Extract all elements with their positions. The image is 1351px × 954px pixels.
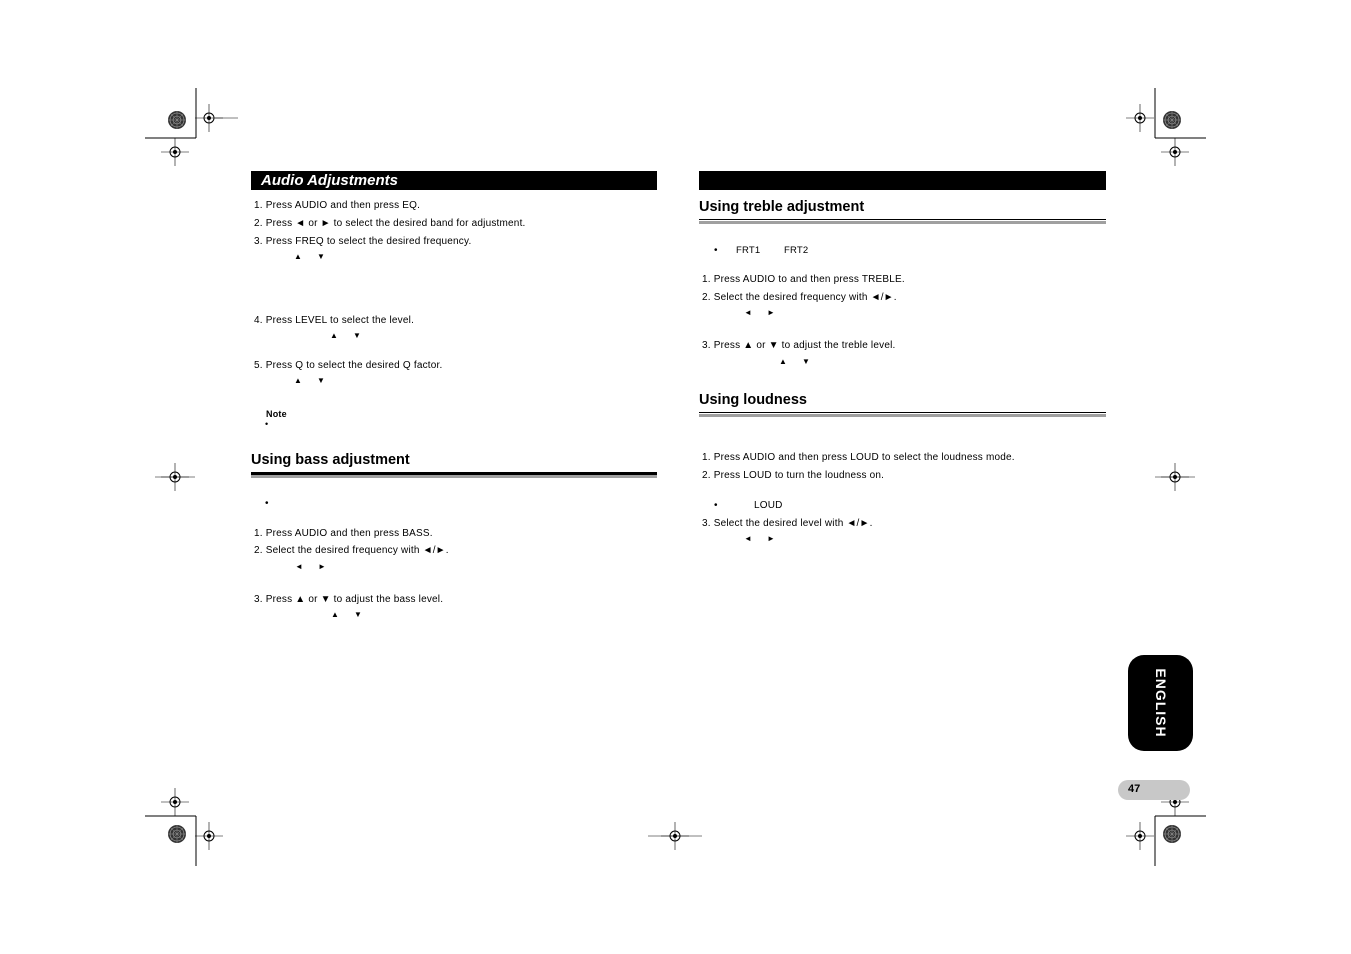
treble-bullet: • <box>714 245 718 256</box>
loudness-title-rule-grey <box>699 414 1106 417</box>
treble-title-rule <box>699 219 1106 220</box>
left-arrow-icon: ◄ <box>744 534 752 543</box>
up-arrow-icon: ▲ <box>330 331 338 340</box>
loudness-bullet: • <box>714 500 718 511</box>
treble-title-rule-grey <box>699 221 1106 224</box>
eq-step-1: 1. Press AUDIO and then press EQ. <box>254 200 421 211</box>
page-number-badge <box>1118 780 1190 800</box>
right-arrow-icon: ► <box>767 308 775 317</box>
bass-bullet: • <box>265 498 269 509</box>
down-arrow-icon: ▼ <box>317 252 325 261</box>
note-label: Note <box>266 409 287 419</box>
language-tab-label: ENGLISH <box>1152 668 1169 738</box>
treble-title: Using treble adjustment <box>699 199 865 215</box>
loudness-bullet-label: LOUD <box>754 500 783 511</box>
down-arrow-icon: ▼ <box>354 610 362 619</box>
left-arrow-icon: ◄ <box>295 562 303 571</box>
down-arrow-icon: ▼ <box>802 357 810 366</box>
down-arrow-icon: ▼ <box>317 376 325 385</box>
down-arrow-icon: ▼ <box>353 331 361 340</box>
treble-step-2: 2. Select the desired frequency with ◄/►. <box>702 292 897 303</box>
loudness-step-3: 3. Select the desired level with ◄/►. <box>702 518 873 529</box>
right-arrow-icon: ► <box>767 534 775 543</box>
language-tab <box>1128 655 1193 751</box>
bass-title: Using bass adjustment <box>251 452 410 468</box>
bass-step-2: 2. Select the desired frequency with ◄/►. <box>254 545 449 556</box>
treble-step-1: 1. Press AUDIO to and then press TREBLE. <box>702 274 905 285</box>
loudness-step-2: 2. Press LOUD to turn the loudness on. <box>702 470 885 481</box>
up-arrow-icon: ▲ <box>779 357 787 366</box>
bass-step-3: 3. Press ▲ or ▼ to adjust the bass level. <box>254 594 444 605</box>
bass-step-1: 1. Press AUDIO and then press BASS. <box>254 528 433 539</box>
eq-step-5: 5. Press Q to select the desired Q factor. <box>254 360 443 371</box>
section-header-audio-adjustments <box>251 171 657 190</box>
loudness-title: Using loudness <box>699 392 807 408</box>
loudness-title-rule <box>699 412 1106 413</box>
treble-step-3: 3. Press ▲ or ▼ to adjust the treble level. <box>702 340 896 351</box>
treble-option-frt2: FRT2 <box>784 245 809 256</box>
up-arrow-icon: ▲ <box>331 610 339 619</box>
note-bullet: • <box>265 419 269 429</box>
left-arrow-icon: ◄ <box>744 308 752 317</box>
eq-step-2: 2. Press ◄ or ► to select the desired band for adjustment. <box>254 218 526 229</box>
section-header-continued <box>699 171 1106 190</box>
page-number: 47 <box>1128 783 1141 795</box>
section-title: Audio Adjustments <box>261 172 398 189</box>
right-arrow-icon: ► <box>318 562 326 571</box>
bass-title-rule-grey <box>251 475 657 478</box>
eq-step-4: 4. Press LEVEL to select the level. <box>254 315 415 326</box>
loudness-step-1: 1. Press AUDIO and then press LOUD to select the loudness mode. <box>702 452 1015 463</box>
treble-option-frt1: FRT1 <box>736 245 761 256</box>
up-arrow-icon: ▲ <box>294 252 302 261</box>
eq-step-3: 3. Press FREQ to select the desired frequency. <box>254 236 472 247</box>
up-arrow-icon: ▲ <box>294 376 302 385</box>
